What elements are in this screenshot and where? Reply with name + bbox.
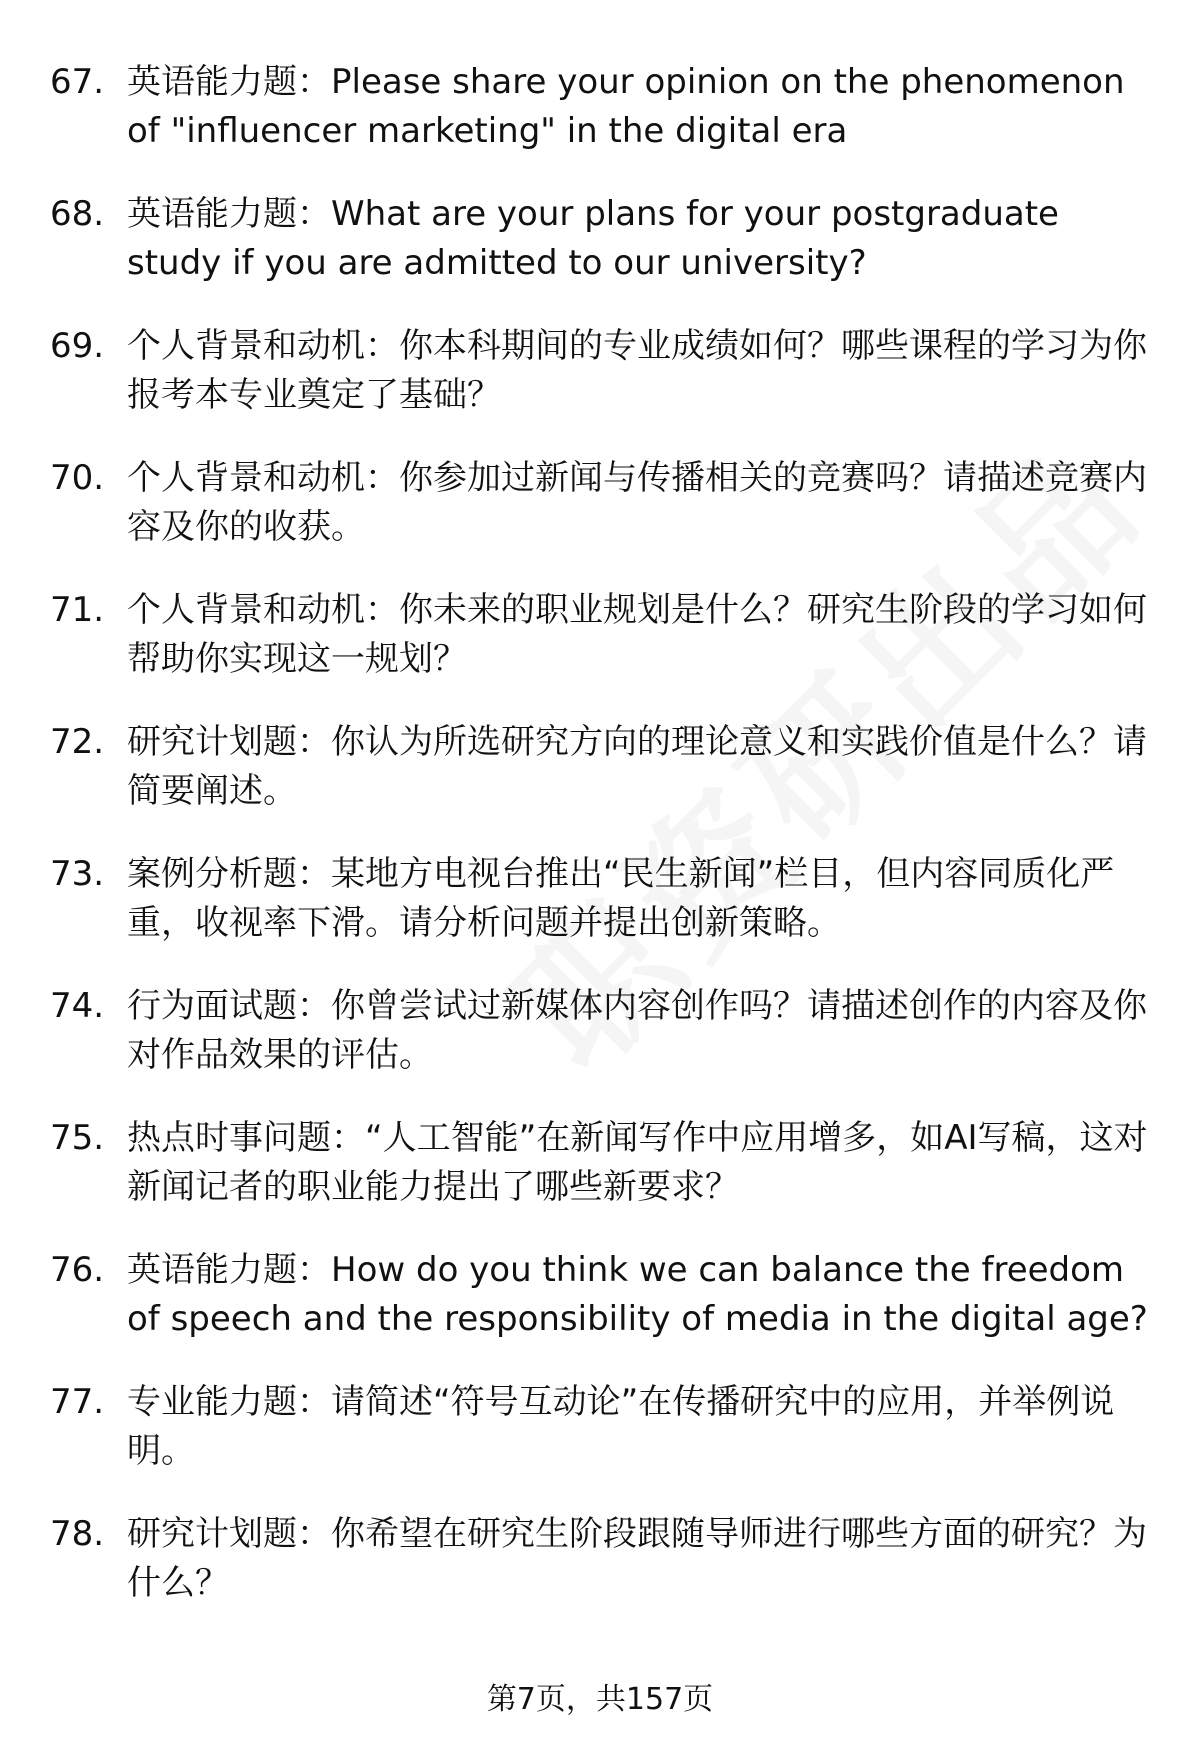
question-text: 行为面试题：你曾尝试过新媒体内容创作吗？请描述创作的内容及你对作品效果的评估。: [127, 986, 1147, 1075]
question-number: 78.: [50, 1514, 105, 1554]
question-item: [50, 718, 1160, 816]
question-item: [50, 58, 1160, 156]
question-item: [50, 1378, 1160, 1476]
page-footer: 第7页，共157页: [486, 1682, 714, 1717]
question-item: [50, 586, 1160, 684]
question-text: 个人背景和动机：你本科期间的专业成绩如何？哪些课程的学习为你报考本专业奠定了基础？: [127, 326, 1147, 415]
question-item: [50, 850, 1160, 948]
question-text: 个人背景和动机：你参加过新闻与传播相关的竞赛吗？请描述竞赛内容及你的收获。: [127, 458, 1147, 547]
question-number: 73.: [50, 854, 105, 894]
question-number: 67.: [50, 62, 105, 102]
question-number: 77.: [50, 1382, 105, 1422]
question-number: 70.: [50, 458, 105, 498]
question-list: [50, 58, 1160, 1642]
question-text: 研究计划题：你希望在研究生阶段跟随导师进行哪些方面的研究？为什么？: [127, 1514, 1147, 1603]
question-item: [50, 190, 1160, 288]
question-text: 热点时事问题：“人工智能”在新闻写作中应用增多，如AI写稿，这对新闻记者的职业能力提出了哪些新要求？: [127, 1118, 1148, 1207]
question-text: 个人背景和动机：你未来的职业规划是什么？研究生阶段的学习如何帮助你实现这一规划？: [127, 590, 1147, 679]
question-text: 专业能力题：请简述“符号互动论”在传播研究中的应用，并举例说明。: [127, 1382, 1115, 1471]
question-number: 68.: [50, 194, 105, 234]
question-item: [50, 1246, 1160, 1344]
question-text: 案例分析题：某地方电视台推出“民生新闻”栏目，但内容同质化严重，收视率下滑。请分析问题并提出创新策略。: [127, 854, 1115, 943]
question-item: [50, 454, 1160, 552]
question-text: 英语能力题：How do you think we can balance the freedom of speech and the responsibility of media in the digital age?: [127, 1250, 1148, 1339]
question-number: 74.: [50, 986, 105, 1026]
question-number: 71.: [50, 590, 105, 630]
question-item: [50, 1114, 1160, 1212]
question-item: [50, 1510, 1160, 1608]
question-text: 英语能力题：Please share your opinion on the phenomenon of "influencer marketing" in the digital era: [127, 62, 1125, 151]
question-item: [50, 982, 1160, 1080]
question-item: [50, 322, 1160, 420]
question-number: 72.: [50, 722, 105, 762]
question-number: 69.: [50, 326, 105, 366]
question-text: 英语能力题：What are your plans for your postgraduate study if you are admitted to our university?: [127, 194, 1059, 283]
question-number: 76.: [50, 1250, 105, 1290]
question-number: 75.: [50, 1118, 105, 1158]
question-text: 研究计划题：你认为所选研究方向的理论意义和实践价值是什么？请简要阐述。: [127, 722, 1147, 811]
